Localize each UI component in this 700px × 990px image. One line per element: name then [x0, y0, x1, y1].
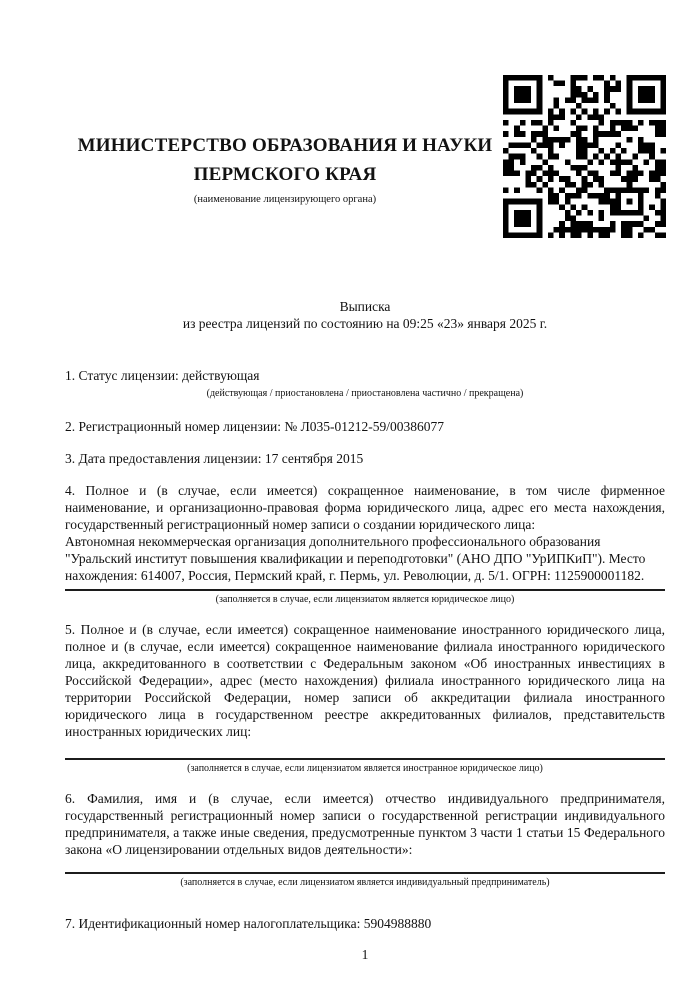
fill-line-foreign-entity	[65, 758, 665, 760]
extract-title	[65, 298, 665, 332]
item-license-date: 3. Дата предоставления лицензии: 17 сентября 2015	[65, 451, 364, 466]
item-registration-number: 2. Регистрационный номер лицензии: № Л035-01212-59/00386077	[65, 419, 445, 434]
fill-line-individual-entrepreneur	[65, 872, 665, 874]
item-license-status-caption: (действующая / приостановлена / приостановлена частично / прекращена)	[206, 388, 524, 399]
ministry-name-line1: МИНИСТЕРСТВО ОБРАЗОВАНИЯ И НАУКИ	[77, 135, 493, 156]
item-legal-entity-value: Автономная некоммерческая организация дополнительного профессионального образования "Уральский институт повышения квалификации и переподготовки" (АНО ДПО "УрИПКиП"). Место нахождения: 614007, Россия, Пермский край, г. Пермь, ул. Революции, д. 5/1. ОГРН: 1125900001182.	[65, 534, 646, 583]
ministry-name-line2: ПЕРМСКОГО КРАЯ	[193, 164, 377, 185]
extract-title-line2: из реестра лицензий по состоянию на 09:25 «23» января 2025 г.	[182, 316, 548, 331]
item-taxpayer-number: 7. Идентификационный номер налогоплательщика: 5904988880	[65, 916, 432, 931]
item-individual-entrepreneur-label: 6. Фамилия, имя и (в случае, если имеется) отчество индивидуального предпринимателя, государственный регистрационный номер записи о государственной регистрации индивидуального предпринимателя, а также иные сведения, предусмотренные пунктом 3 части 1 статьи 15 Федерального закона «О лицензировании отдельных видов деятельности»:	[65, 791, 665, 857]
page-number: 1	[361, 947, 369, 962]
item-legal-entity-caption: (заполняется в случае, если лицензиатом является юридическое лицо)	[215, 594, 515, 605]
item-individual-entrepreneur-caption: (заполняется в случае, если лицензиатом является индивидуальный предприниматель)	[180, 877, 550, 888]
item-license-status: 1. Статус лицензии: действующая	[65, 368, 260, 383]
ministry-name-caption: (наименование лицензирующего органа)	[193, 194, 377, 205]
item-foreign-entity-label: 5. Полное и (в случае, если имеется) сокращенное наименование иностранного юридического лица, полное и (в случае, если имеется) сокращенное наименование филиала иностранного юридического лица, аккредитованного в соответствии с Федеральным законом «Об иностранных инвестициях в Российской Федерации», адрес (место нахождения) филиала иностранного юридического лица на территории Российской Федерации, номер записи об аккредитации филиала иностранного юридического лица в государственном реестре аккредитованных филиалов, представительств иностранных юридических лиц:	[65, 622, 665, 739]
extract-title-line1: Выписка	[339, 299, 391, 314]
fill-line-legal-entity	[65, 589, 665, 591]
item-foreign-entity-caption: (заполняется в случае, если лицензиатом является иностранное юридическое лицо)	[187, 763, 543, 774]
document-body	[65, 0, 665, 963]
item-legal-entity-label: 4. Полное и (в случае, если имеется) сокращенное наименование, в том числе фирменное наименование, и организационно-правовая форма юридического лица, адрес его места нахождения, государственный регистрационный номер записи о создании юридического лица:	[65, 483, 665, 532]
